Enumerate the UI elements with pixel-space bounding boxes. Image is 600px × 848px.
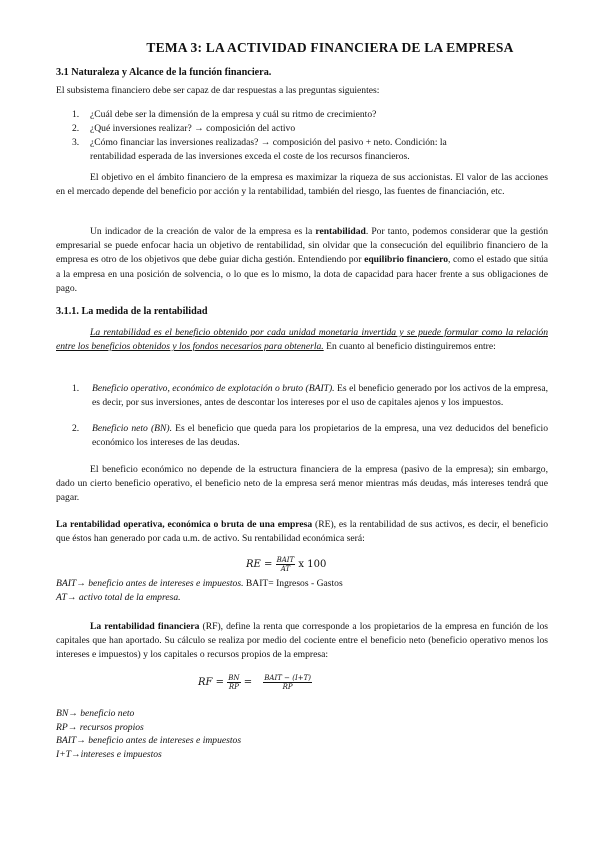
benefit-item: 1. Beneficio operativo, económico de explotación o bruto (BAIT). Es el beneficio generado por los activos de la empresa, es decir, por sus inversiones, antes de descontar los intereses por el uso de capitales ajenos y los impuestos. <box>72 383 548 409</box>
legend-line: RP→ recursos propios <box>56 721 144 733</box>
legend-line: BAIT→ beneficio antes de intereses e impuestos. BAIT= Ingresos - Gastos <box>56 578 343 589</box>
question-item: 3. ¿Cómo financiar las inversiones realizadas? → composición del pasivo + neto. Condición: la rentabilidad esperada de las inversiones exceda el coste de los recursos financieros. <box>72 137 447 162</box>
re-legend <box>56 577 546 604</box>
section-heading: 3.1 Naturaleza y Alcance de la función financiera. <box>56 67 272 78</box>
page-title: TEMA 3: LA ACTIVIDAD FINANCIERA DE LA EMPRESA <box>146 40 514 55</box>
legend-line: BN→ beneficio neto <box>56 708 135 719</box>
re-formula: RE = $\frac{\text{BAIT}}{AT}$ x 100 <box>246 556 327 573</box>
indicator-paragraph: Un indicador de la creación de valor de la empresa es la rentabilidad. Por tanto, podemos considerar que la gestión empresarial se puede enfocar hacia un objetivo de rentabilidad, sin olvidar que la consecución del equilibrio financiero de la empresa es otro de los objetivos que debe guiar dicha gestión. Entendiendo por equilibrio financiero, como el estado que sitúa a la empresa en una posición de solvencia, o lo que es lo mismo, la dota de capacidad para hacer frente a sus obligaciones de pago. <box>56 226 548 294</box>
economic-benefit-paragraph: El beneficio económico no depende de la estructura financiera de la empresa (pasivo de la empresa); sin embargo, dado un cierto beneficio operativo, el beneficio neto de la empresa será menor mientras más deudas, más intereses tendrá que pagar. <box>56 464 548 504</box>
legend-line: AT→ activo total de la empresa. <box>56 591 181 603</box>
subsection-heading: 3.1.1. La medida de la rentabilidad <box>56 306 208 317</box>
document-page: TEMA 3: LA ACTIVIDAD FINANCIERA DE LA EMPRESA 3.1 Naturaleza y Alcance de la función financiera. El subsistema financiero debe ser capaz de dar respuestas a las preguntas siguientes: 1. ¿Cuál debe ser la dimensión de la empresa y cuál su ritmo de crecimiento? 2. ¿Qué inversiones realizar? → composición del activo 3. ¿Cómo financiar las inversiones realizadas? → composición del pasivo + neto. Condición: la rentabilidad esperada de las inversiones exceda el coste de los recursos financieros. El objetivo en el ámbito financiero de la empresa es maximizar la riqueza de sus accionistas. El valor de las acciones en el mercado depende del beneficio por acción y la rentabilidad, también del riesgo, las fuentes de financiación, etc. Un indicador de la creación de valor de la empresa es la rentabilidad. Por tanto, podemos considerar que la gestión empresarial se puede enfocar hacia un objetivo de rentabilidad, sin olvidar que la consecución del equilibrio financiero de la empresa es otro de los objetivos que debe guiar dicha gestión. Entendiendo por equilibrio financiero, como el estado que sitúa a la empresa en una posición de solvencia, o lo que es lo mismo, la dota de capacidad para hacer frente a sus obligaciones de pago. 3.1.1. La medida de la rentabilidad La rentabilidad es el beneficio obtenido por cada unidad monetaria invertida y se puede formular como la relación entre los beneficios obtenidos y los fondos necesarios para obtenerla. En cuanto al beneficio distinguiremos entre: 1. Beneficio operativo, económico de explotación o bruto (BAIT). Es el beneficio generado por los activos de la empresa, es decir, por sus inversiones, antes de descontar los intereses por el uso de capitales ajenos y los impuestos. 2. Beneficio neto (BN). Es el beneficio que queda para los propietarios de la empresa, una vez deducidos del beneficio económico los intereses de las deudas. El beneficio económico no depende de la estructura financiera de la empresa (pasivo de la empresa); sin embargo, dado un cierto beneficio operativo, el beneficio neto de la empresa será menor mientras más deudas, más intereses tendrá que pagar. La rentabilidad operativa, económica o bruta de una empresa (RE), es la rentabilidad de sus activos, es decir, el beneficio que éstos han generado por cada u.m. de activo. Su rentabilidad económica será: RE = $\frac{\text{BAIT}}{AT}$ x 100 BAIT→ beneficio antes de intereses e impuestos. BAIT= Ingresos - Gastos AT→ activo total de la empresa. La rentabilidad financiera (RF), define la renta que corresponde a los propietarios de la empresa en función de los capitales que han aportado. Su cálculo se realiza por medio del cociente entre el beneficio neto (beneficio operativo menos los intereses e impuestos) y los capitales o recursos propios de la empresa: RF = $\frac{BN}{RP}$ = $\frac{\text{BAIT − (I+T)}}{RP}$ BN→ beneficio neto RP→ recursos propios BAIT→ beneficio antes de intereses e impuestos I+T→intereses e impuestos <box>0 0 600 848</box>
rf-paragraph: La rentabilidad financiera (RF), define la renta que corresponde a los propietarios de la empresa en función de los capitales que han aportado. Su cálculo se realiza por medio del cociente entre el beneficio neto (beneficio operativo menos los intereses e impuestos) y los capitales o recursos propios de la empresa: <box>56 621 549 661</box>
rf-legend <box>56 707 546 761</box>
objective-paragraph: El objetivo en el ámbito financiero de la empresa es maximizar la riqueza de sus accionistas. El valor de las acciones en el mercado depende del beneficio por acción y la rentabilidad, también del riesgo, las fuentes de financiación, etc. <box>56 172 548 198</box>
rf-formula: RF = $\frac{BN}{RP}$ = $\frac{\text{BAIT − (I+T)}}{RP}$ <box>198 674 311 691</box>
legend-line: BAIT→ beneficio antes de intereses e impuestos <box>56 735 242 747</box>
re-paragraph: La rentabilidad operativa, económica o bruta de una empresa (RE), es la rentabilidad de sus activos, es decir, el beneficio que éstos han generado por cada u.m. de activo. Su rentabilidad económica será: <box>56 519 548 545</box>
intro-paragraph: El subsistema financiero debe ser capaz de dar respuestas a las preguntas siguientes: <box>56 85 380 96</box>
definition-paragraph: La rentabilidad es el beneficio obtenido por cada unidad monetaria invertida y se puede formular como la relación entre los beneficios obtenidos y los fondos necesarios para obtenerla. En cuanto al beneficio distinguiremos entre: <box>56 327 548 353</box>
benefit-item: 2. Beneficio neto (BN). Es el beneficio que queda para los propietarios de la empresa, una vez deducidos del beneficio económico los intereses de las deudas. <box>72 423 548 449</box>
legend-line: I+T→intereses e impuestos <box>56 748 162 760</box>
